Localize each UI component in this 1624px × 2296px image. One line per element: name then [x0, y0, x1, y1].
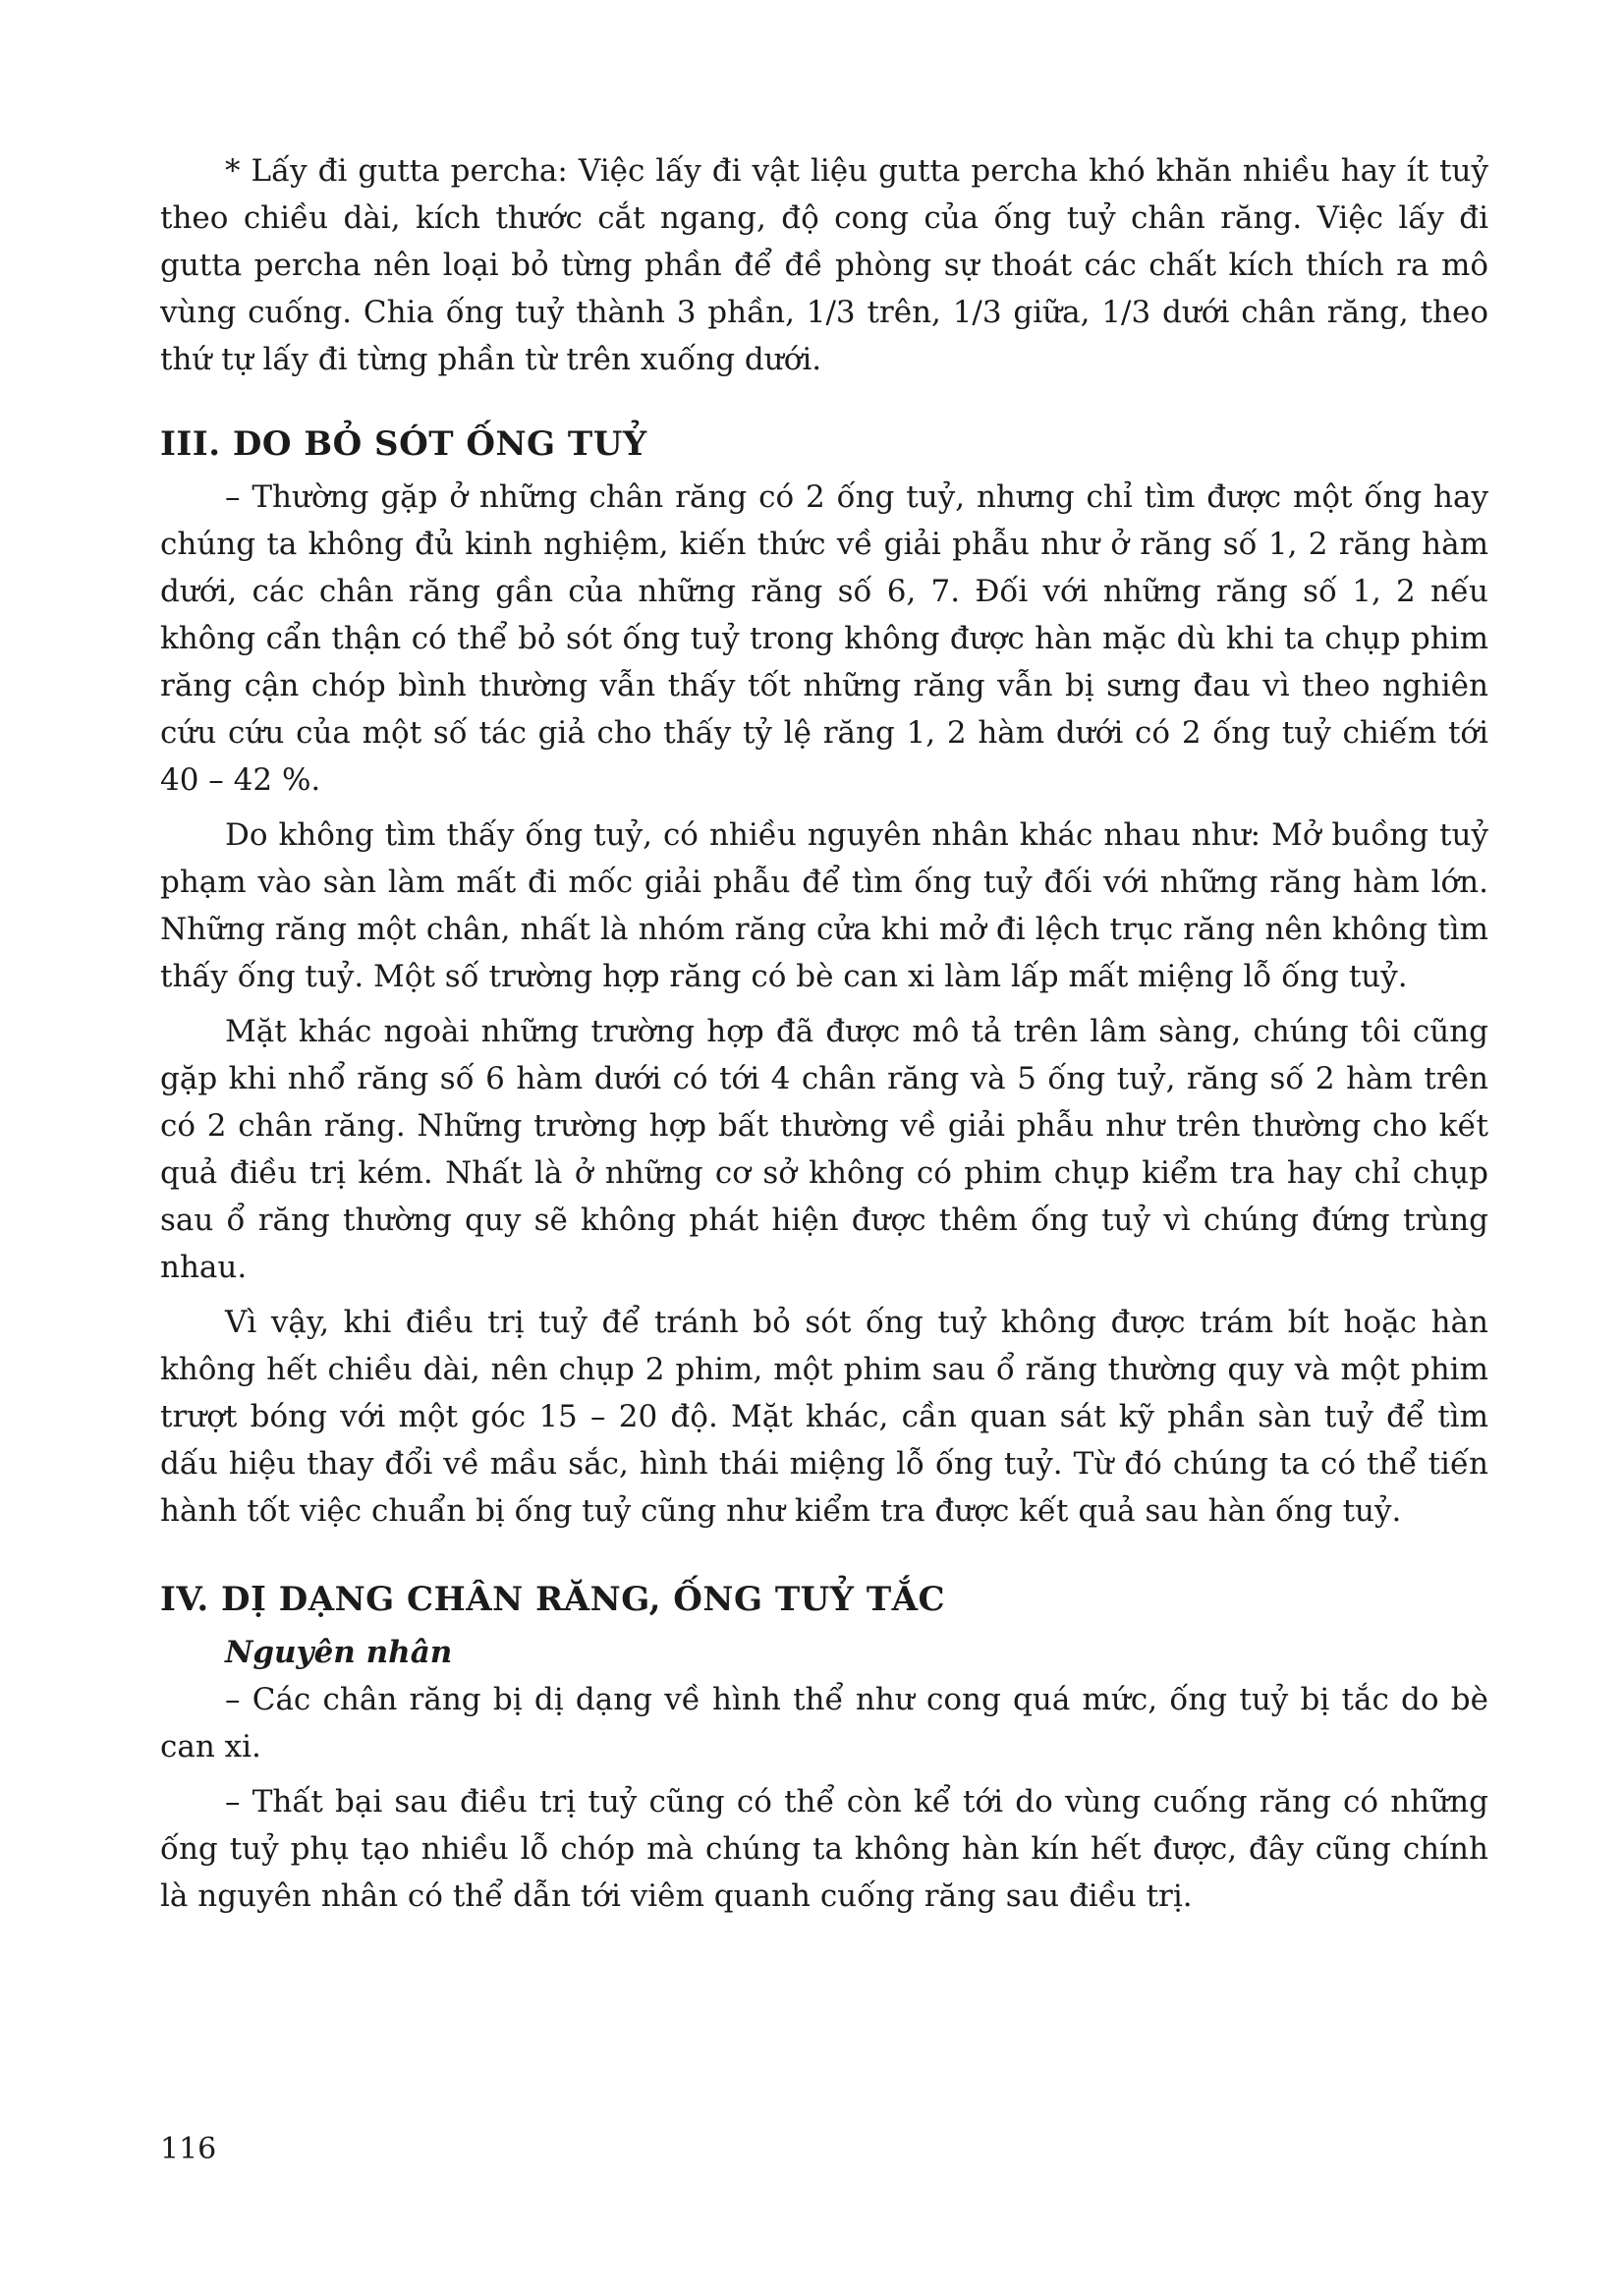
paragraph-prevention: Vì vậy, khi điều trị tuỷ để tránh bỏ sót ống tuỷ không được trám bít hoặc hàn không hết chiều dài, nên chụp 2 phim, một phim sau ổ răng thường quy và một phim trượt bóng với một góc 15 – 20 độ. Mặt khác, cần quan sát kỹ phần sàn tuỷ để tìm dấu hiệu thay đổi về mầu sắc, hình thái miệng lỗ ống tuỷ. Từ đó chúng ta có thể tiến hành tốt việc chuẩn bị ống tuỷ cũng như kiểm tra được kết quả sau hàn ống tuỷ. — [160, 1305, 1488, 1529]
paragraph-missed-canal-common: – Thường gặp ở những chân răng có 2 ống tuỷ, nhưng chỉ tìm được một ống hay chúng ta không đủ kinh nghiệm, kiến thức về giải phẫu như ở răng số 1, 2 răng hàm dưới, các chân răng gần của những răng số 6, 7. Đối với những răng số 1, 2 nếu không cẩn thận có thể bỏ sót ống tuỷ trong không được hàn mặc dù khi ta chụp phim răng cận chóp bình thường vẫn thấy tốt những răng vẫn bị sưng đau vì theo nghiên cứu cứu của một số tác giả cho thấy tỷ lệ răng 1, 2 hàm dưới có 2 ống tuỷ chiếm tới 40 – 42 %. — [160, 479, 1488, 798]
paragraph-deformed-roots: – Các chân răng bị dị dạng về hình thể như cong quá mức, ống tuỷ bị tắc do bè can xi. — [160, 1682, 1488, 1764]
paragraph-gutta-percha-removal: * Lấy đi gutta percha: Việc lấy đi vật liệu gutta percha khó khăn nhiều hay ít tuỷ theo chiều dài, kích thước cắt ngang, độ cong của ống tuỷ chân răng. Việc lấy đi gutta percha nên loại bỏ từng phần để đề phòng sự thoát các chất kích thích ra mô vùng cuống. Chia ống tuỷ thành 3 phần, 1/3 trên, 1/3 giữa, 1/3 dưới chân răng, theo thứ tự lấy đi từng phần từ trên xuống dưới. — [160, 153, 1488, 377]
page-number: 116 — [160, 2132, 217, 2166]
paragraph-missed-canal-causes: Do không tìm thấy ống tuỷ, có nhiều nguyên nhân khác nhau như: Mở buồng tuỷ phạm vào sàn làm mất đi mốc giải phẫu để tìm ống tuỷ đối với những răng hàm lớn. Những răng một chân, nhất là nhóm răng cửa khi mở đi lệch trục răng nên không tìm thấy ống tuỷ. Một số trường hợp răng có bè can xi làm lấp mất miệng lỗ ống tuỷ. — [160, 817, 1488, 994]
paragraph-accessory-canals: – Thất bại sau điều trị tuỷ cũng có thể còn kể tới do vùng cuống răng có những ống tuỷ phụ tạo nhiều lỗ chóp mà chúng ta không hàn kín hết được, đây cũng chính là nguyên nhân có thể dẫn tới viêm quanh cuống răng sau điều trị. — [160, 1784, 1488, 1914]
subheading-cause: Nguyên nhân — [225, 1635, 453, 1670]
section-heading-iii: III. DO BỎ SÓT ỐNG TUỶ — [160, 424, 647, 464]
document-page — [160, 147, 1488, 2260]
paragraph-anatomical-anomalies: Mặt khác ngoài những trường hợp đã được mô tả trên lâm sàng, chúng tôi cũng gặp khi nhổ răng số 6 hàm dưới có tới 4 chân răng và 5 ống tuỷ, răng số 2 hàm trên có 2 chân răng. Những trường hợp bất thường về giải phẫu như trên thường cho kết quả điều trị kém. Nhất là ở những cơ sở không có phim chụp kiểm tra hay chỉ chụp sau ổ răng thường quy sẽ không phát hiện được thêm ống tuỷ vì chúng đứng trùng nhau. — [160, 1014, 1488, 1285]
section-heading-iv: IV. DỊ DẠNG CHÂN RĂNG, ỐNG TUỶ TẮC — [160, 1580, 946, 1619]
